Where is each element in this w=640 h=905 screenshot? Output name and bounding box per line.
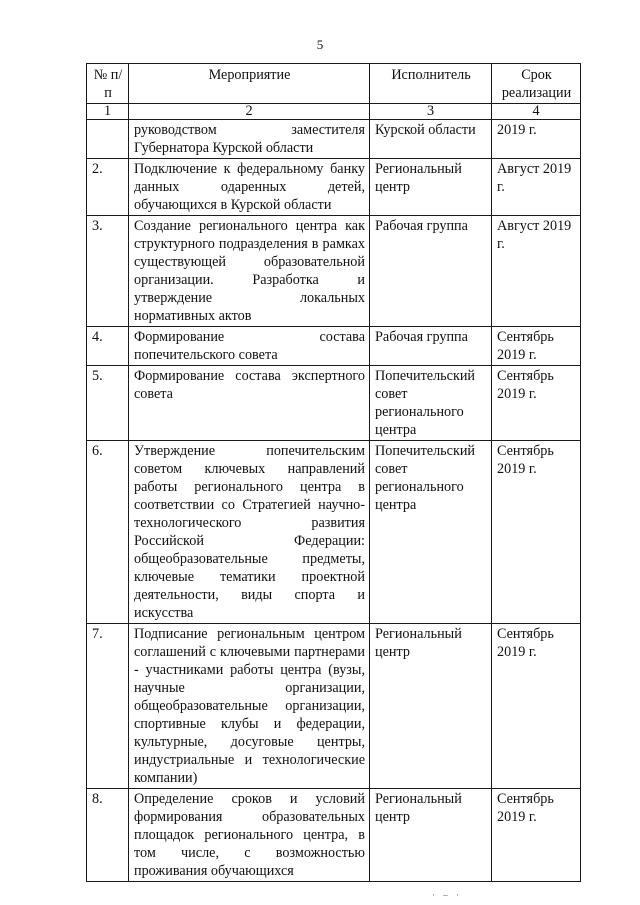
row-executor: Региональный центр xyxy=(370,624,492,789)
row-task: Утверждение попечительским советом ключевых направлений работы регионального центра в соответствии со Стратегией научно-технологического развития Российской Федерации: общеобразовательные предметы, ключевые тематики проектной деятельности, виды спорта и искусства xyxy=(129,441,370,624)
row-executor: Попечительский совет регионального центра xyxy=(370,441,492,624)
header-task: Мероприятие xyxy=(129,64,370,104)
action-plan-table xyxy=(86,63,581,882)
header-term: Срок реализации xyxy=(492,64,581,104)
column-number: 1 xyxy=(87,104,129,120)
row-task: Формирование состава экспертного совета xyxy=(129,366,370,441)
row-term: Сентябрь 2019 г. xyxy=(492,441,581,624)
row-term: Август 2019 г. xyxy=(492,159,581,216)
table-row xyxy=(87,441,581,624)
row-task: Формирование состава попечительского совета xyxy=(129,327,370,366)
footer-scan-marks: · ‒ · xyxy=(432,890,462,900)
column-number: 4 xyxy=(492,104,581,120)
table-body xyxy=(87,120,581,882)
table-row xyxy=(87,789,581,882)
row-executor: Региональный центр xyxy=(370,789,492,882)
row-number: 4. xyxy=(87,327,129,366)
row-number: 6. xyxy=(87,441,129,624)
table-row xyxy=(87,159,581,216)
row-term: Сентябрь 2019 г. xyxy=(492,624,581,789)
table-row xyxy=(87,216,581,327)
table-header xyxy=(87,64,581,120)
column-number-row xyxy=(87,104,581,120)
row-task: Подключение к федеральному банку данных одаренных детей, обучающихся в Курской области xyxy=(129,159,370,216)
row-term: Сентябрь 2019 г. xyxy=(492,366,581,441)
table-row xyxy=(87,120,581,159)
row-task: Определение сроков и условий формирования образовательных площадок регионального центра, в том числе, с возможностью проживания обучающихся xyxy=(129,789,370,882)
row-executor: Рабочая группа xyxy=(370,327,492,366)
table-row xyxy=(87,624,581,789)
row-number: 5. xyxy=(87,366,129,441)
row-term: Август 2019 г. xyxy=(492,216,581,327)
row-term: Сентябрь 2019 г. xyxy=(492,327,581,366)
row-executor: Курской области xyxy=(370,120,492,159)
header-executor: Исполнитель xyxy=(370,64,492,104)
row-number xyxy=(87,120,129,159)
row-number: 3. xyxy=(87,216,129,327)
header-num: № п/п xyxy=(87,64,129,104)
table-row xyxy=(87,366,581,441)
page-number: 5 xyxy=(316,37,324,52)
row-number: 8. xyxy=(87,789,129,882)
row-number: 7. xyxy=(87,624,129,789)
row-task: руководством заместителя Губернатора Курской области xyxy=(129,120,370,159)
column-number: 3 xyxy=(370,104,492,120)
header-row xyxy=(87,64,581,104)
row-number: 2. xyxy=(87,159,129,216)
column-number: 2 xyxy=(129,104,370,120)
row-executor: Рабочая группа xyxy=(370,216,492,327)
row-term: Сентябрь 2019 г. xyxy=(492,789,581,882)
row-task: Подписание региональным центром соглашений с ключевыми партнерами - участниками работы центра (вузы, научные организации, общеобразовательные организации, спортивные клубы и федерации, культурные, досуговые центры, индустриальные и технологические компании) xyxy=(129,624,370,789)
row-task: Создание регионального центра как структурного подразделения в рамках существующей образовательной организации. Разработка и утверждение локальных нормативных актов xyxy=(129,216,370,327)
row-term: 2019 г. xyxy=(492,120,581,159)
row-executor: Региональный центр xyxy=(370,159,492,216)
row-executor: Попечительский совет регионального центра xyxy=(370,366,492,441)
table-row xyxy=(87,327,581,366)
